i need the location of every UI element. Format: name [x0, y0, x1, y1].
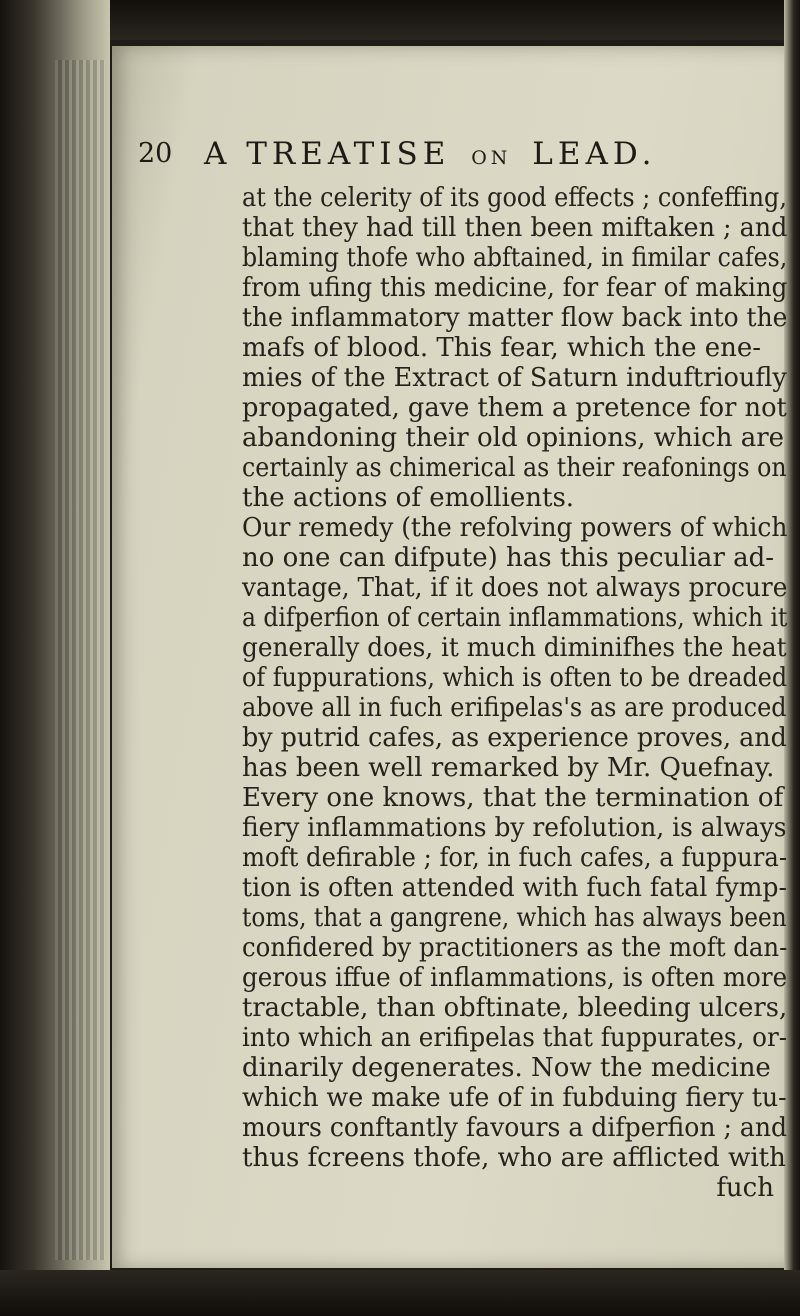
- text-line: tion is often attended with fuch fatal fymp-: [242, 873, 787, 903]
- text-line: at the celerity of its good effects ; confeffing,: [242, 183, 787, 213]
- text-line: into which an erifipelas that fuppurates, or-: [242, 1023, 788, 1053]
- text-line: blaming thofe who abftained, in fimilar cafes,: [242, 243, 788, 273]
- page-number: 20: [138, 138, 173, 169]
- text-line: a difperfion of certain inflammations, which it: [242, 603, 788, 633]
- text-line: that they had till then been miftaken ; and: [242, 213, 788, 243]
- top-shadow: [0, 0, 800, 40]
- text-line: mours conftantly favours a difperfion ; and: [242, 1113, 788, 1143]
- text-line: Every one knows, that the termination of: [242, 783, 784, 813]
- running-title-part1: A TREATISE: [204, 136, 451, 172]
- catchword: fuch: [716, 1173, 774, 1203]
- text-line: propagated, gave them a pretence for not: [242, 393, 787, 423]
- text-line: abandoning their old opinions, which are: [242, 423, 785, 453]
- text-line: fiery inflammations by refolution, is always: [242, 813, 787, 843]
- running-title: [204, 134, 657, 178]
- text-line: certainly as chimerical as their reafonings on: [242, 453, 787, 483]
- book-spine: [0, 0, 110, 1316]
- text-line: dinarily degenerates. Now the medicine: [242, 1053, 771, 1083]
- running-title-on: ON: [471, 147, 512, 169]
- text-line: mies of the Extract of Saturn induftrioufly: [242, 363, 787, 393]
- bottom-shadow: [0, 1270, 800, 1316]
- text-line: the inflammatory matter flow back into the: [242, 303, 788, 333]
- text-line: above all in fuch erifipelas's as are produced: [242, 693, 787, 723]
- text-line: confidered by practitioners as the moft dan-: [242, 933, 788, 963]
- spine-stripes: [55, 60, 105, 1260]
- text-line: which we make ufe of in fubduing fiery tu-: [242, 1083, 787, 1113]
- text-line: no one can difpute) has this peculiar ad-: [242, 543, 775, 573]
- text-line: has been well remarked by Mr. Quefnay.: [242, 753, 775, 783]
- text-line: toms, that a gangrene, which has always been: [242, 903, 787, 933]
- text-line: moft defirable ; for, in fuch cafes, a fuppura-: [242, 843, 788, 873]
- text-line: thus fcreens thofe, who are afflicted with: [242, 1143, 786, 1173]
- text-line: tractable, than obftinate, bleeding ulcers,: [242, 993, 788, 1023]
- body-text: [242, 183, 800, 1203]
- text-line: Our remedy (the refolving powers of which: [242, 513, 788, 543]
- text-line: from ufing this medicine, for fear of making: [242, 273, 788, 303]
- text-line: mafs of blood. This fear, which the ene-: [242, 333, 762, 363]
- text-line: vantage, That, if it does not always procure: [242, 573, 788, 603]
- text-line: generally does, it much diminifhes the heat: [242, 633, 787, 663]
- text-line: gerous iffue of inflammations, is often more: [242, 963, 788, 993]
- text-line: of fuppurations, which is often to be dreaded: [242, 663, 788, 693]
- text-line: by putrid cafes, as experience proves, and: [242, 723, 787, 753]
- text-line: the actions of emollients.: [242, 483, 575, 513]
- running-header: [138, 134, 778, 174]
- running-title-part2: LEAD.: [532, 136, 657, 172]
